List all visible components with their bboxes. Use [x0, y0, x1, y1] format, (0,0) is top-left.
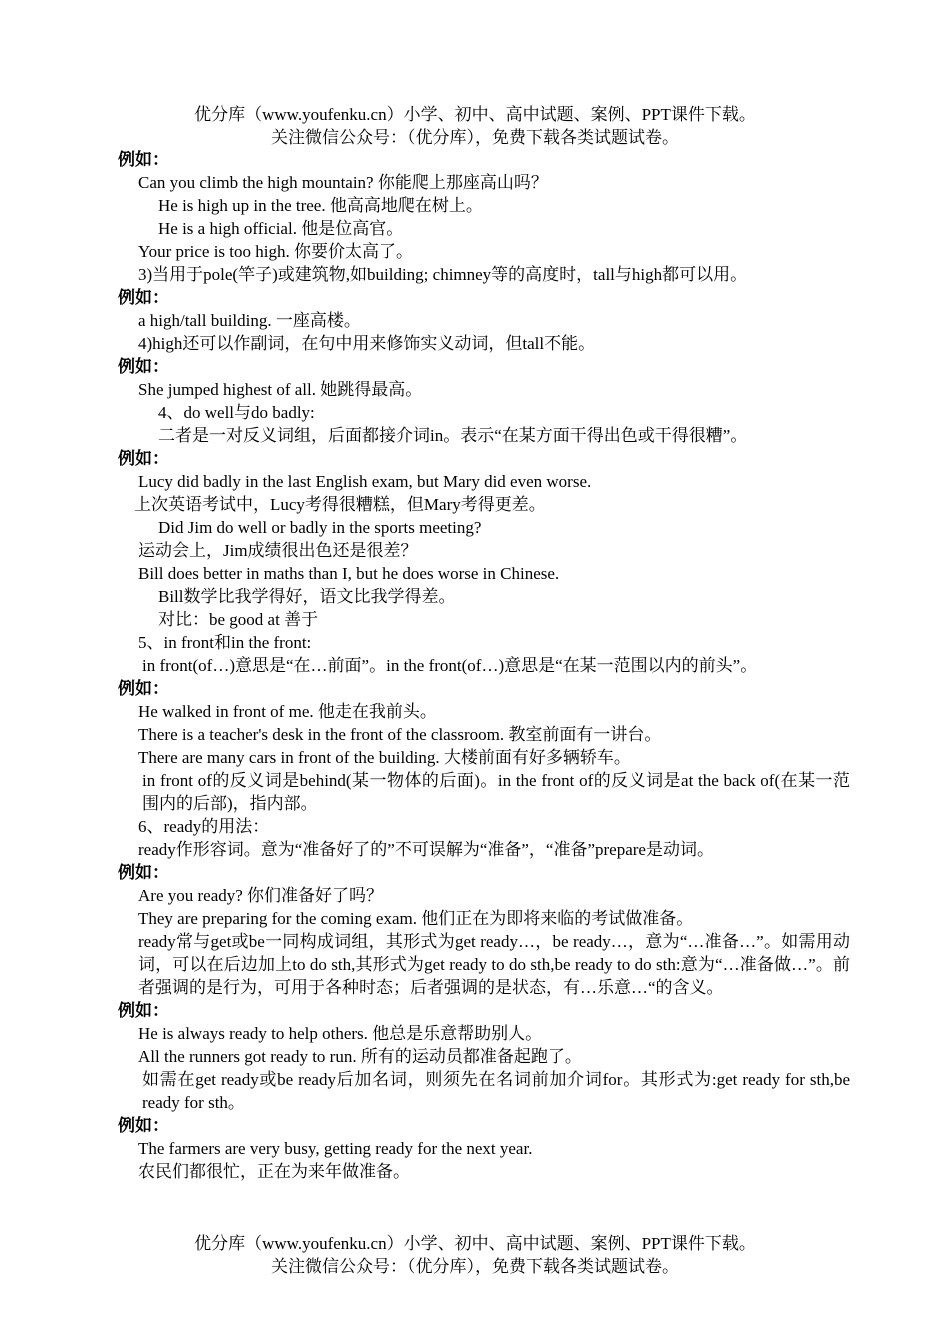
example-sentence: There is a teacher's desk in the front of the classroom. 教室前面有一讲台。 — [138, 725, 662, 744]
example-sentence: She jumped highest of all. 她跳得最高。 — [138, 380, 423, 399]
section-heading: 4、do well与do badly: — [158, 403, 315, 422]
example-sentence: The farmers are very busy, getting ready for the next year. — [138, 1139, 533, 1158]
example-label: 例如： — [118, 449, 169, 468]
example-sentence: There are many cars in front of the building. 大楼前面有好多辆轿车。 — [138, 748, 631, 767]
example-sentence: Your price is too high. 你要价太高了。 — [138, 242, 413, 261]
example-label: 例如： — [118, 288, 169, 307]
section-heading: 6、ready的用法： — [138, 817, 270, 836]
example-label: 例如： — [118, 357, 169, 376]
footer-line-2: 关注微信公众号：（优分库），免费下载各类试题试卷。 — [271, 1257, 679, 1276]
example-translation: 上次英语考试中，Lucy考得很糟糕，但Mary考得更差。 — [134, 495, 546, 514]
paragraph: 4)high还可以作副词，在句中用来修饰实义动词，但tall不能。 — [138, 334, 596, 353]
page-header — [0, 103, 950, 149]
paragraph: in front of的反义词是behind(某一物体的后面)。in the front of的反义词是at the back of(在某一范围内的后部)，指内部。 — [142, 771, 850, 813]
comparison-note: 对比：be good at 善于 — [158, 610, 319, 629]
document-body — [118, 148, 850, 1183]
example-sentence: He walked in front of me. 他走在我前头。 — [138, 702, 437, 721]
example-sentence: He is always ready to help others. 他总是乐意帮助别人。 — [138, 1024, 543, 1043]
section-heading: 5、in front和in the front: — [138, 633, 312, 652]
example-sentence: He is high up in the tree. 他高高地爬在树上。 — [158, 196, 483, 215]
example-sentence: Lucy did badly in the last English exam, but Mary did even worse. — [138, 472, 592, 491]
header-line-2: 关注微信公众号：（优分库），免费下载各类试题试卷。 — [271, 128, 679, 147]
example-label: 例如： — [118, 863, 169, 882]
example-translation: Bill数学比我学得好，语文比我学得差。 — [158, 587, 456, 606]
example-label: 例如： — [118, 150, 169, 169]
example-sentence: Did Jim do well or badly in the sports meeting? — [158, 518, 482, 537]
paragraph: ready作形容词。意为“准备好了的”不可误解为“准备”，“准备”prepare是动词。 — [138, 840, 714, 859]
paragraph: in front(of…)意思是“在…前面”。in the front(of…)意思是“在某一范围以内的前头”。 — [142, 656, 758, 675]
example-label: 例如： — [118, 1116, 169, 1135]
example-label: 例如： — [118, 1001, 169, 1020]
example-sentence: He is a high official. 他是位高官。 — [158, 219, 404, 238]
footer-line-1: 优分库（www.youfenku.cn）小学、初中、高中试题、案例、PPT课件下载。 — [194, 1234, 756, 1253]
example-sentence: Are you ready? 你们准备好了吗？ — [138, 886, 384, 905]
example-sentence: All the runners got ready to run. 所有的运动员都准备起跑了。 — [138, 1047, 582, 1066]
example-sentence: Bill does better in maths than I, but he does worse in Chinese. — [138, 564, 560, 583]
example-translation: 运动会上，Jim成绩很出色还是很差？ — [138, 541, 418, 560]
example-translation: 农民们都很忙，正在为来年做准备。 — [138, 1162, 410, 1181]
paragraph: 3)当用于pole(竿子)或建筑物,如building; chimney等的高度时，tall与high都可以用。 — [138, 265, 748, 284]
paragraph: ready常与get或be一同构成词组，其形式为get ready…，be ready…，意为“…准备…”。如需用动词，可以在后边加上to do sth,其形式为get ready to do sth,be ready to do sth:意为“…准备做…”。前者强调的是行为，可用于各种时态；后者强调的是状态，有…乐意…“的含义。 — [138, 932, 850, 997]
example-label: 例如： — [118, 679, 169, 698]
example-sentence: Can you climb the high mountain? 你能爬上那座高山吗？ — [138, 173, 548, 192]
example-sentence: a high/tall building. 一座高楼。 — [138, 311, 361, 330]
header-line-1: 优分库（www.youfenku.cn）小学、初中、高中试题、案例、PPT课件下载。 — [194, 105, 756, 124]
paragraph: 如需在get ready或be ready后加名词，则须先在名词前加介词for。其形式为:get ready for sth,be ready for sth。 — [142, 1070, 850, 1112]
paragraph: 二者是一对反义词组，后面都接介词in。表示“在某方面干得出色或干得很糟”。 — [158, 426, 748, 445]
page-footer — [0, 1232, 950, 1278]
example-sentence: They are preparing for the coming exam. 他们正在为即将来临的考试做准备。 — [138, 909, 694, 928]
